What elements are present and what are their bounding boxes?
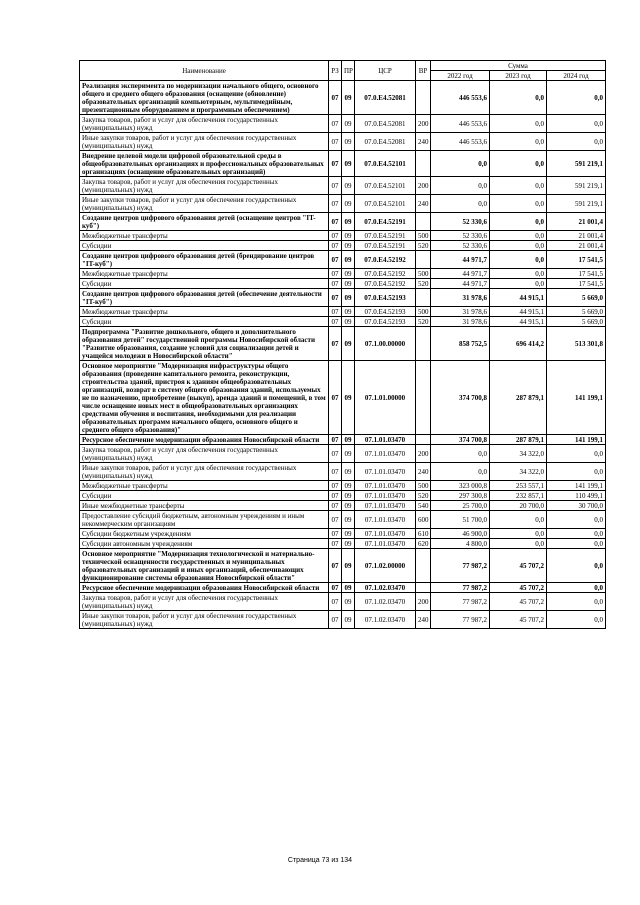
cell-rz: 07 bbox=[329, 481, 342, 491]
cell-csr: 07.1.02.03470 bbox=[355, 593, 416, 611]
cell-2022: 0,0 bbox=[431, 151, 490, 177]
cell-csr: 07.0.E4.52193 bbox=[355, 307, 416, 317]
cell-rz: 07 bbox=[329, 213, 342, 231]
cell-2022: 52 330,6 bbox=[431, 241, 490, 251]
table-row bbox=[80, 317, 606, 327]
cell-2023: 34 322,0 bbox=[490, 463, 547, 481]
table-row bbox=[80, 481, 606, 491]
cell-2024: 5 669,0 bbox=[547, 289, 606, 307]
cell-2022: 858 752,5 bbox=[431, 327, 490, 361]
cell-name: Предоставление субсидий бюджетным, автономным учреждениям и иным некоммерческим организациям bbox=[80, 511, 329, 529]
cell-vr: 500 bbox=[416, 307, 431, 317]
cell-pr: 09 bbox=[342, 583, 355, 593]
cell-csr: 07.0.E4.52191 bbox=[355, 213, 416, 231]
table-row bbox=[80, 435, 606, 445]
cell-vr bbox=[416, 327, 431, 361]
cell-csr: 07.0.E4.52101 bbox=[355, 177, 416, 195]
cell-2022: 51 700,0 bbox=[431, 511, 490, 529]
table-row bbox=[80, 463, 606, 481]
cell-2024: 591 219,1 bbox=[547, 177, 606, 195]
table-row bbox=[80, 445, 606, 463]
cell-name: Создание центров цифрового образования детей (брендирование центров "IT-куб") bbox=[80, 251, 329, 269]
cell-2024: 0,0 bbox=[547, 133, 606, 151]
cell-name: Межбюджетные трансферты bbox=[80, 307, 329, 317]
table-row bbox=[80, 583, 606, 593]
cell-2023: 0,0 bbox=[490, 81, 547, 115]
cell-pr: 09 bbox=[342, 593, 355, 611]
cell-name: Иные закупки товаров, работ и услуг для обеспечения государственных (муниципальных) нужд bbox=[80, 611, 329, 629]
cell-name: Закупка товаров, работ и услуг для обеспечения государственных (муниципальных) нужд bbox=[80, 593, 329, 611]
cell-pr: 09 bbox=[342, 289, 355, 307]
cell-csr: 07.1.00.00000 bbox=[355, 327, 416, 361]
cell-2022: 44 971,7 bbox=[431, 251, 490, 269]
header-vr: ВР bbox=[416, 61, 431, 81]
cell-2024: 591 219,1 bbox=[547, 195, 606, 213]
cell-rz: 07 bbox=[329, 279, 342, 289]
cell-2022: 297 300,8 bbox=[431, 491, 490, 501]
cell-name: Межбюджетные трансферты bbox=[80, 231, 329, 241]
cell-2023: 0,0 bbox=[490, 529, 547, 539]
cell-2023: 0,0 bbox=[490, 151, 547, 177]
cell-name: Субсидии bbox=[80, 491, 329, 501]
page-number: Страница 73 из 134 bbox=[287, 857, 353, 864]
cell-pr: 09 bbox=[342, 611, 355, 629]
cell-2023: 45 707,2 bbox=[490, 593, 547, 611]
cell-vr: 540 bbox=[416, 501, 431, 511]
cell-2023: 0,0 bbox=[490, 539, 547, 549]
cell-pr: 09 bbox=[342, 539, 355, 549]
cell-vr: 520 bbox=[416, 491, 431, 501]
table-row bbox=[80, 177, 606, 195]
cell-pr: 09 bbox=[342, 361, 355, 435]
cell-vr: 500 bbox=[416, 481, 431, 491]
cell-rz: 07 bbox=[329, 151, 342, 177]
cell-rz: 07 bbox=[329, 195, 342, 213]
cell-rz: 07 bbox=[329, 593, 342, 611]
cell-pr: 09 bbox=[342, 241, 355, 251]
cell-2022: 0,0 bbox=[431, 177, 490, 195]
cell-rz: 07 bbox=[329, 445, 342, 463]
cell-rz: 07 bbox=[329, 463, 342, 481]
cell-2024: 21 001,4 bbox=[547, 213, 606, 231]
cell-2022: 446 553,6 bbox=[431, 115, 490, 133]
cell-2024: 0,0 bbox=[547, 583, 606, 593]
cell-2023: 45 707,2 bbox=[490, 611, 547, 629]
cell-rz: 07 bbox=[329, 177, 342, 195]
cell-pr: 09 bbox=[342, 463, 355, 481]
cell-2023: 0,0 bbox=[490, 251, 547, 269]
table-header bbox=[80, 61, 606, 81]
table-row bbox=[80, 251, 606, 269]
cell-rz: 07 bbox=[329, 511, 342, 529]
cell-rz: 07 bbox=[329, 327, 342, 361]
cell-vr: 520 bbox=[416, 241, 431, 251]
cell-2023: 0,0 bbox=[490, 279, 547, 289]
cell-2024: 141 199,1 bbox=[547, 481, 606, 491]
cell-name: Внедрение целевой модели цифровой образовательной среды в общеобразовательных организациях и профессиональных образовательных организациях (оснащение образовательных организаций) bbox=[80, 151, 329, 177]
cell-csr: 07.0.E4.52193 bbox=[355, 317, 416, 327]
cell-2023: 45 707,2 bbox=[490, 549, 547, 583]
cell-2023: 0,0 bbox=[490, 213, 547, 231]
table-row bbox=[80, 307, 606, 317]
cell-2024: 17 541,5 bbox=[547, 251, 606, 269]
cell-rz: 07 bbox=[329, 115, 342, 133]
cell-name: Иные межбюджетные трансферты bbox=[80, 501, 329, 511]
cell-pr: 09 bbox=[342, 549, 355, 583]
cell-rz: 07 bbox=[329, 307, 342, 317]
cell-2024: 30 700,0 bbox=[547, 501, 606, 511]
cell-csr: 07.1.02.03470 bbox=[355, 583, 416, 593]
cell-vr bbox=[416, 81, 431, 115]
cell-vr: 520 bbox=[416, 317, 431, 327]
cell-2022: 446 553,6 bbox=[431, 133, 490, 151]
cell-vr: 200 bbox=[416, 115, 431, 133]
cell-csr: 07.1.01.03470 bbox=[355, 491, 416, 501]
header-2022: 2022 год bbox=[431, 71, 490, 81]
cell-2023: 0,0 bbox=[490, 231, 547, 241]
cell-vr: 520 bbox=[416, 279, 431, 289]
cell-2024: 21 001,4 bbox=[547, 241, 606, 251]
cell-pr: 09 bbox=[342, 177, 355, 195]
table-row bbox=[80, 81, 606, 115]
table-row bbox=[80, 213, 606, 231]
cell-2022: 0,0 bbox=[431, 195, 490, 213]
cell-name: Основное мероприятие "Модернизация инфраструктуры общего образования (проведение капитального ремонта, реконструкции, строительства зданий, пристроя к зданиям общеобразовательных организаций, возврат в систему общего образования зданий, используемых не по назначению, приобретение (выкуп), аренда зданий и помещений, в том числе оснащение новых мест в общеобразовательных организациях средствами обучения и воспитания, необходимыми для реализации образовательных программ начального общего, основного общего и среднего общего образования)" bbox=[80, 361, 329, 435]
cell-2024: 0,0 bbox=[547, 81, 606, 115]
cell-2022: 446 553,6 bbox=[431, 81, 490, 115]
cell-rz: 07 bbox=[329, 501, 342, 511]
cell-vr bbox=[416, 583, 431, 593]
cell-vr: 620 bbox=[416, 539, 431, 549]
cell-vr: 200 bbox=[416, 177, 431, 195]
cell-2022: 0,0 bbox=[431, 445, 490, 463]
cell-pr: 09 bbox=[342, 529, 355, 539]
cell-2024: 5 669,0 bbox=[547, 307, 606, 317]
cell-2022: 44 971,7 bbox=[431, 279, 490, 289]
cell-vr: 240 bbox=[416, 195, 431, 213]
cell-csr: 07.0.E4.52081 bbox=[355, 81, 416, 115]
cell-csr: 07.1.01.03470 bbox=[355, 463, 416, 481]
cell-2023: 44 915,1 bbox=[490, 307, 547, 317]
cell-name: Субсидии bbox=[80, 279, 329, 289]
table-row bbox=[80, 361, 606, 435]
table-row bbox=[80, 231, 606, 241]
cell-2023: 20 700,0 bbox=[490, 501, 547, 511]
cell-name: Ресурсное обеспечение модернизации образования Новосибирской области bbox=[80, 435, 329, 445]
table-row bbox=[80, 327, 606, 361]
cell-csr: 07.1.01.03470 bbox=[355, 511, 416, 529]
table-row bbox=[80, 529, 606, 539]
header-2024: 2024 год bbox=[547, 71, 606, 81]
cell-2022: 31 978,6 bbox=[431, 289, 490, 307]
table-row bbox=[80, 133, 606, 151]
cell-pr: 09 bbox=[342, 435, 355, 445]
cell-csr: 07.0.E4.52081 bbox=[355, 133, 416, 151]
cell-rz: 07 bbox=[329, 251, 342, 269]
cell-csr: 07.1.01.03470 bbox=[355, 529, 416, 539]
cell-2024: 591 219,1 bbox=[547, 151, 606, 177]
cell-pr: 09 bbox=[342, 501, 355, 511]
cell-2023: 0,0 bbox=[490, 195, 547, 213]
cell-rz: 07 bbox=[329, 491, 342, 501]
cell-pr: 09 bbox=[342, 115, 355, 133]
table-row bbox=[80, 241, 606, 251]
cell-rz: 07 bbox=[329, 231, 342, 241]
cell-vr: 200 bbox=[416, 593, 431, 611]
cell-vr bbox=[416, 549, 431, 583]
cell-csr: 07.1.01.03470 bbox=[355, 445, 416, 463]
cell-rz: 07 bbox=[329, 435, 342, 445]
table-row bbox=[80, 279, 606, 289]
cell-2024: 0,0 bbox=[547, 539, 606, 549]
cell-rz: 07 bbox=[329, 269, 342, 279]
table-row bbox=[80, 593, 606, 611]
cell-pr: 09 bbox=[342, 213, 355, 231]
cell-2023: 0,0 bbox=[490, 511, 547, 529]
cell-pr: 09 bbox=[342, 81, 355, 115]
cell-2023: 44 915,1 bbox=[490, 289, 547, 307]
cell-csr: 07.1.01.03470 bbox=[355, 481, 416, 491]
cell-2022: 46 900,0 bbox=[431, 529, 490, 539]
cell-pr: 09 bbox=[342, 251, 355, 269]
cell-name: Закупка товаров, работ и услуг для обеспечения государственных (муниципальных) нужд bbox=[80, 177, 329, 195]
cell-pr: 09 bbox=[342, 445, 355, 463]
cell-pr: 09 bbox=[342, 307, 355, 317]
cell-2023: 0,0 bbox=[490, 133, 547, 151]
cell-2022: 374 700,8 bbox=[431, 361, 490, 435]
cell-2022: 77 987,2 bbox=[431, 583, 490, 593]
cell-csr: 07.0.E4.52192 bbox=[355, 251, 416, 269]
cell-pr: 09 bbox=[342, 481, 355, 491]
table-row bbox=[80, 539, 606, 549]
cell-2024: 0,0 bbox=[547, 115, 606, 133]
cell-name: Иные закупки товаров, работ и услуг для обеспечения государственных (муниципальных) нужд bbox=[80, 463, 329, 481]
cell-rz: 07 bbox=[329, 529, 342, 539]
cell-2022: 31 978,6 bbox=[431, 307, 490, 317]
cell-pr: 09 bbox=[342, 151, 355, 177]
cell-vr: 240 bbox=[416, 611, 431, 629]
header-sum: Сумма bbox=[431, 61, 606, 71]
cell-pr: 09 bbox=[342, 491, 355, 501]
cell-pr: 09 bbox=[342, 511, 355, 529]
header-name: Наименование bbox=[80, 61, 329, 81]
cell-rz: 07 bbox=[329, 289, 342, 307]
cell-vr: 240 bbox=[416, 463, 431, 481]
cell-vr bbox=[416, 151, 431, 177]
cell-2024: 0,0 bbox=[547, 511, 606, 529]
cell-2022: 0,0 bbox=[431, 463, 490, 481]
cell-2023: 287 879,1 bbox=[490, 435, 547, 445]
cell-name: Закупка товаров, работ и услуг для обеспечения государственных (муниципальных) нужд bbox=[80, 115, 329, 133]
table-row bbox=[80, 289, 606, 307]
cell-vr bbox=[416, 289, 431, 307]
cell-2024: 0,0 bbox=[547, 611, 606, 629]
cell-2024: 0,0 bbox=[547, 463, 606, 481]
cell-rz: 07 bbox=[329, 133, 342, 151]
cell-vr bbox=[416, 251, 431, 269]
cell-name: Создание центров цифрового образования детей (оснащение центров "IT-куб") bbox=[80, 213, 329, 231]
cell-name: Реализация эксперимента по модернизации начального общего, основного общего и среднего общего образования (оснащение (обновление) образовательных организаций компьютерным, мультимедийным, презентационным оборудованием и программным обеспечением) bbox=[80, 81, 329, 115]
cell-csr: 07.0.E4.52193 bbox=[355, 289, 416, 307]
cell-vr: 200 bbox=[416, 445, 431, 463]
cell-2023: 232 857,1 bbox=[490, 491, 547, 501]
cell-csr: 07.1.01.00000 bbox=[355, 361, 416, 435]
cell-pr: 09 bbox=[342, 279, 355, 289]
cell-2023: 45 707,2 bbox=[490, 583, 547, 593]
cell-2022: 44 971,7 bbox=[431, 269, 490, 279]
table-row bbox=[80, 491, 606, 501]
cell-rz: 07 bbox=[329, 317, 342, 327]
cell-vr: 500 bbox=[416, 231, 431, 241]
cell-2022: 77 987,2 bbox=[431, 593, 490, 611]
cell-2022: 77 987,2 bbox=[431, 611, 490, 629]
cell-name: Иные закупки товаров, работ и услуг для обеспечения государственных (муниципальных) нужд bbox=[80, 133, 329, 151]
cell-name: Субсидии bbox=[80, 241, 329, 251]
cell-2022: 374 700,8 bbox=[431, 435, 490, 445]
cell-2024: 0,0 bbox=[547, 593, 606, 611]
cell-name: Основное мероприятие "Модернизация технологической и материально-технической оснащенности государственных и муниципальных образовательных организаций и иных организаций, обеспечивающих функционирование системы образования Новосибирской области" bbox=[80, 549, 329, 583]
cell-rz: 07 bbox=[329, 611, 342, 629]
cell-2023: 696 414,2 bbox=[490, 327, 547, 361]
cell-vr: 610 bbox=[416, 529, 431, 539]
cell-rz: 07 bbox=[329, 539, 342, 549]
cell-vr bbox=[416, 435, 431, 445]
cell-csr: 07.1.02.03470 bbox=[355, 611, 416, 629]
cell-csr: 07.0.E4.52192 bbox=[355, 269, 416, 279]
cell-pr: 09 bbox=[342, 327, 355, 361]
header-pr: ПР bbox=[342, 61, 355, 81]
cell-2023: 0,0 bbox=[490, 115, 547, 133]
table-row bbox=[80, 115, 606, 133]
table-row bbox=[80, 511, 606, 529]
cell-2022: 4 800,0 bbox=[431, 539, 490, 549]
table-row bbox=[80, 501, 606, 511]
cell-rz: 07 bbox=[329, 583, 342, 593]
cell-name: Субсидии бюджетным учреждениям bbox=[80, 529, 329, 539]
cell-csr: 07.1.02.00000 bbox=[355, 549, 416, 583]
cell-csr: 07.0.E4.52081 bbox=[355, 115, 416, 133]
cell-2023: 0,0 bbox=[490, 177, 547, 195]
cell-2023: 44 915,1 bbox=[490, 317, 547, 327]
cell-2024: 17 541,5 bbox=[547, 269, 606, 279]
cell-name: Иные закупки товаров, работ и услуг для обеспечения государственных (муниципальных) нужд bbox=[80, 195, 329, 213]
cell-name: Межбюджетные трансферты bbox=[80, 269, 329, 279]
cell-2024: 513 301,8 bbox=[547, 327, 606, 361]
header-2023: 2023 год bbox=[490, 71, 547, 81]
cell-csr: 07.1.01.03470 bbox=[355, 501, 416, 511]
cell-csr: 07.0.E4.52191 bbox=[355, 231, 416, 241]
cell-2024: 0,0 bbox=[547, 529, 606, 539]
cell-csr: 07.0.E4.52101 bbox=[355, 151, 416, 177]
cell-2023: 253 557,1 bbox=[490, 481, 547, 491]
cell-2023: 0,0 bbox=[490, 241, 547, 251]
cell-rz: 07 bbox=[329, 361, 342, 435]
cell-pr: 09 bbox=[342, 195, 355, 213]
cell-vr: 500 bbox=[416, 269, 431, 279]
cell-2024: 0,0 bbox=[547, 549, 606, 583]
cell-2024: 21 001,4 bbox=[547, 231, 606, 241]
cell-2022: 52 330,6 bbox=[431, 213, 490, 231]
cell-2022: 25 700,0 bbox=[431, 501, 490, 511]
cell-vr bbox=[416, 361, 431, 435]
cell-2024: 17 541,5 bbox=[547, 279, 606, 289]
cell-csr: 07.0.E4.52191 bbox=[355, 241, 416, 251]
cell-2024: 110 499,1 bbox=[547, 491, 606, 501]
table-body bbox=[80, 81, 606, 629]
cell-name: Субсидии автономным учреждениям bbox=[80, 539, 329, 549]
cell-2023: 287 879,1 bbox=[490, 361, 547, 435]
table-row bbox=[80, 195, 606, 213]
cell-csr: 07.1.01.03470 bbox=[355, 539, 416, 549]
cell-name: Создание центров цифрового образования детей (обеспечение деятельности "IT-куб") bbox=[80, 289, 329, 307]
cell-vr: 600 bbox=[416, 511, 431, 529]
header-csr: ЦСР bbox=[355, 61, 416, 81]
cell-pr: 09 bbox=[342, 317, 355, 327]
cell-name: Подпрограмма "Развитие дошкольного, общего и дополнительного образования детей" государственной программы Новосибирской области "Развитие образования, создание условий для социализации детей и учащейся молодежи в Новосибирской области" bbox=[80, 327, 329, 361]
header-rz: РЗ bbox=[329, 61, 342, 81]
cell-name: Закупка товаров, работ и услуг для обеспечения государственных (муниципальных) нужд bbox=[80, 445, 329, 463]
cell-vr bbox=[416, 213, 431, 231]
cell-2023: 0,0 bbox=[490, 269, 547, 279]
cell-2024: 0,0 bbox=[547, 445, 606, 463]
table-row bbox=[80, 269, 606, 279]
budget-table bbox=[79, 60, 606, 629]
table-row bbox=[80, 611, 606, 629]
cell-name: Субсидии bbox=[80, 317, 329, 327]
cell-name: Ресурсное обеспечение модернизации образования Новосибирской области bbox=[80, 583, 329, 593]
cell-2023: 34 322,0 bbox=[490, 445, 547, 463]
cell-name: Межбюджетные трансферты bbox=[80, 481, 329, 491]
cell-2024: 141 199,1 bbox=[547, 361, 606, 435]
cell-csr: 07.0.E4.52101 bbox=[355, 195, 416, 213]
cell-pr: 09 bbox=[342, 269, 355, 279]
cell-csr: 07.1.01.03470 bbox=[355, 435, 416, 445]
table-row bbox=[80, 151, 606, 177]
cell-pr: 09 bbox=[342, 231, 355, 241]
cell-2022: 52 330,6 bbox=[431, 231, 490, 241]
cell-2022: 77 987,2 bbox=[431, 549, 490, 583]
cell-2024: 141 199,1 bbox=[547, 435, 606, 445]
table-row bbox=[80, 549, 606, 583]
cell-csr: 07.0.E4.52192 bbox=[355, 279, 416, 289]
cell-pr: 09 bbox=[342, 133, 355, 151]
cell-2022: 323 000,8 bbox=[431, 481, 490, 491]
cell-vr: 240 bbox=[416, 133, 431, 151]
cell-2022: 31 978,6 bbox=[431, 317, 490, 327]
cell-rz: 07 bbox=[329, 549, 342, 583]
cell-rz: 07 bbox=[329, 81, 342, 115]
cell-rz: 07 bbox=[329, 241, 342, 251]
cell-2024: 5 669,0 bbox=[547, 317, 606, 327]
